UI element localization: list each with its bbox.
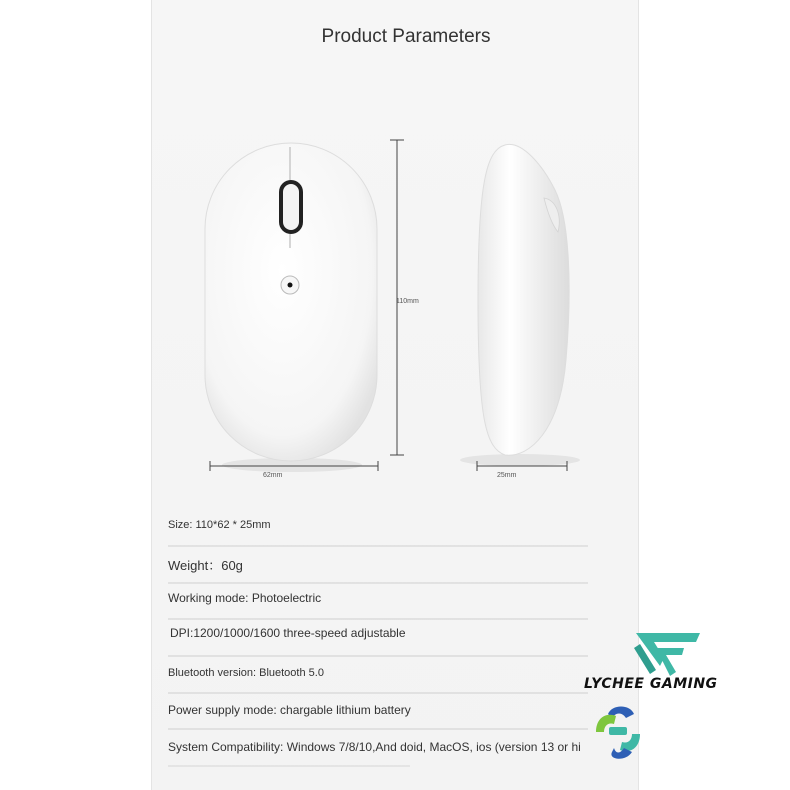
length-label: 110mm xyxy=(396,298,419,305)
spec-power-supply: Power supply mode: chargable lithium battery xyxy=(168,703,411,717)
brand-name: LYCHEE GAMING xyxy=(584,676,718,692)
spec-weight: Weight：60g xyxy=(168,558,243,573)
spec-working-mode: Working mode: Photoelectric xyxy=(168,591,322,605)
spec-separators xyxy=(168,546,588,766)
page-title: Product Parameters xyxy=(321,26,491,47)
mouse-top-view xyxy=(205,143,377,472)
width-label: 62mm xyxy=(263,472,283,479)
mouse-side-view xyxy=(460,144,580,466)
thickness-label: 25mm xyxy=(497,472,517,479)
lychee-emblem-icon xyxy=(596,707,640,759)
spec-dpi: DPI:1200/1000/1600 three-speed adjustable xyxy=(170,626,406,640)
spec-size: Size: 110*62 * 25mm xyxy=(168,519,271,531)
spec-compatibility: System Compatibility: Windows 7/8/10,And doid, MacOS, ios (version 13 or hi xyxy=(168,740,581,754)
lychee-logo-icon xyxy=(634,633,700,676)
spec-bluetooth: Bluetooth version: Bluetooth 5.0 xyxy=(168,667,324,679)
